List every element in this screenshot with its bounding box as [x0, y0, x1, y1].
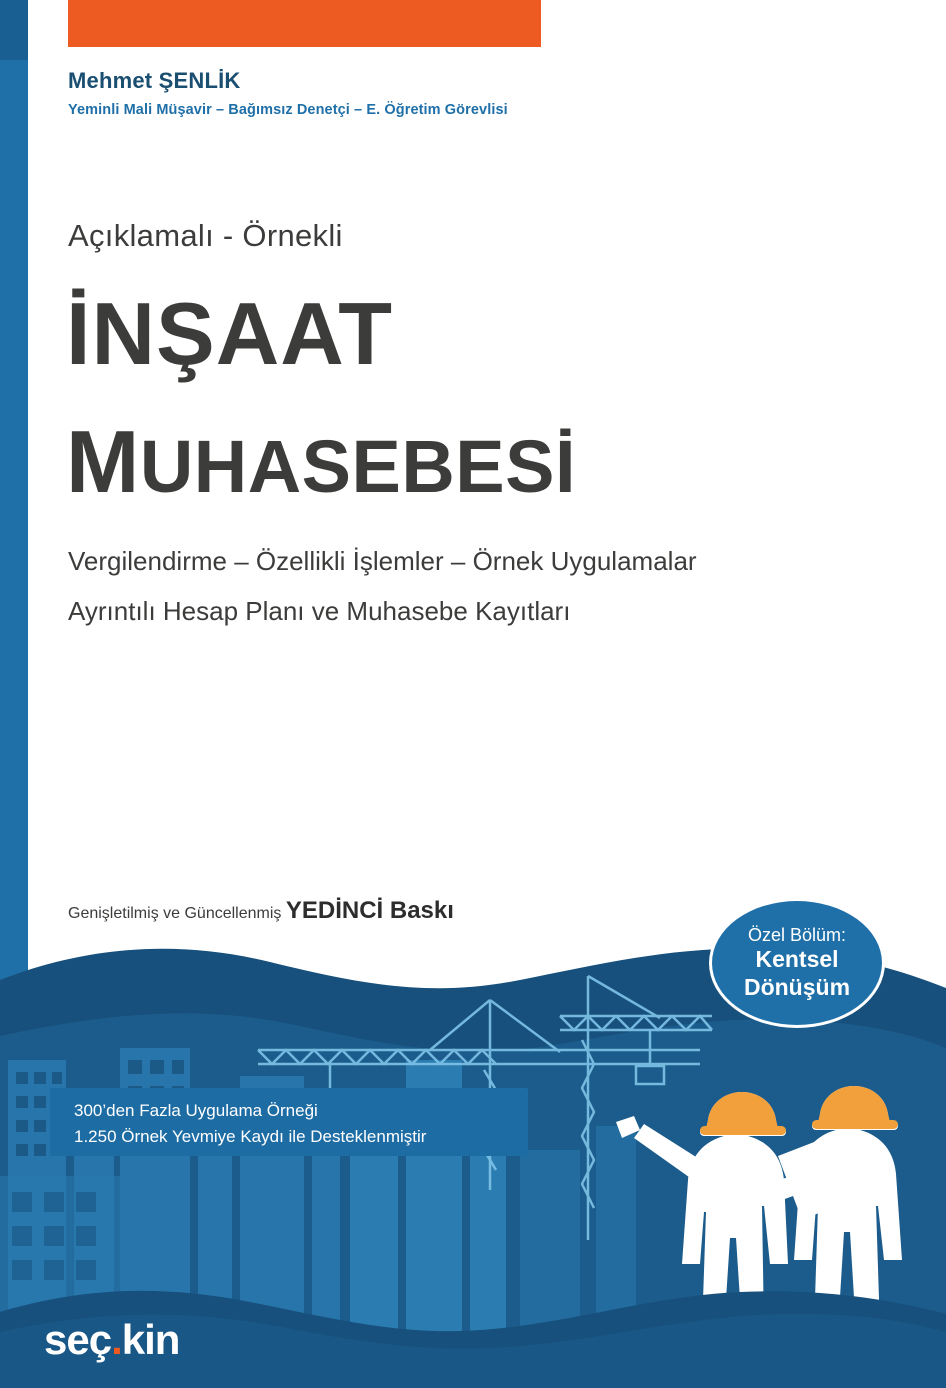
edition-prefix: Genişletilmiş ve Güncellenmiş — [68, 905, 286, 922]
title-line-2 — [66, 412, 577, 511]
author-name: Mehmet ŞENLİK — [68, 68, 241, 93]
publisher-logo — [44, 1316, 179, 1364]
publisher-logo-dot: . — [111, 1316, 122, 1363]
edition-number: YEDİNCİ Baskı — [285, 897, 454, 924]
highlight-note-box — [50, 1088, 528, 1156]
title-line-2-rest: UHASEBESİ — [139, 425, 577, 508]
note-line-1: 300’den Fazla Uygulama Örneği — [74, 1101, 318, 1120]
title-line-2-initial: M — [66, 412, 140, 511]
publisher-logo-part1: seç — [44, 1316, 112, 1363]
subtitle-line-1: Vergilendirme – Özellikli İşlemler – Örnek Uygulamalar — [68, 546, 697, 576]
badge-line-2: Kentsel — [755, 946, 839, 973]
publisher-logo-part2: kin — [121, 1316, 180, 1363]
top-orange-banner — [68, 0, 541, 47]
badge-line-1: Özel Bölüm: — [747, 925, 847, 946]
author-credentials: Yeminli Mali Müşavir – Bağımsız Denetçi – E. Öğretim Görevlisi — [68, 102, 508, 118]
left-edge-stripe-top — [0, 0, 28, 60]
badge-line-3: Dönüşüm — [743, 973, 851, 1000]
pre-title: Açıklamalı - Örnekli — [68, 218, 343, 253]
edition-line — [68, 897, 454, 925]
special-section-badge — [709, 898, 885, 1028]
title-line-1: İNŞAAT — [66, 284, 394, 383]
note-line-2: 1.250 Örnek Yevmiye Kaydı ile Desteklenmiştir — [74, 1127, 427, 1147]
subtitle-line-2: Ayrıntılı Hesap Planı ve Muhasebe Kayıtları — [68, 596, 571, 626]
